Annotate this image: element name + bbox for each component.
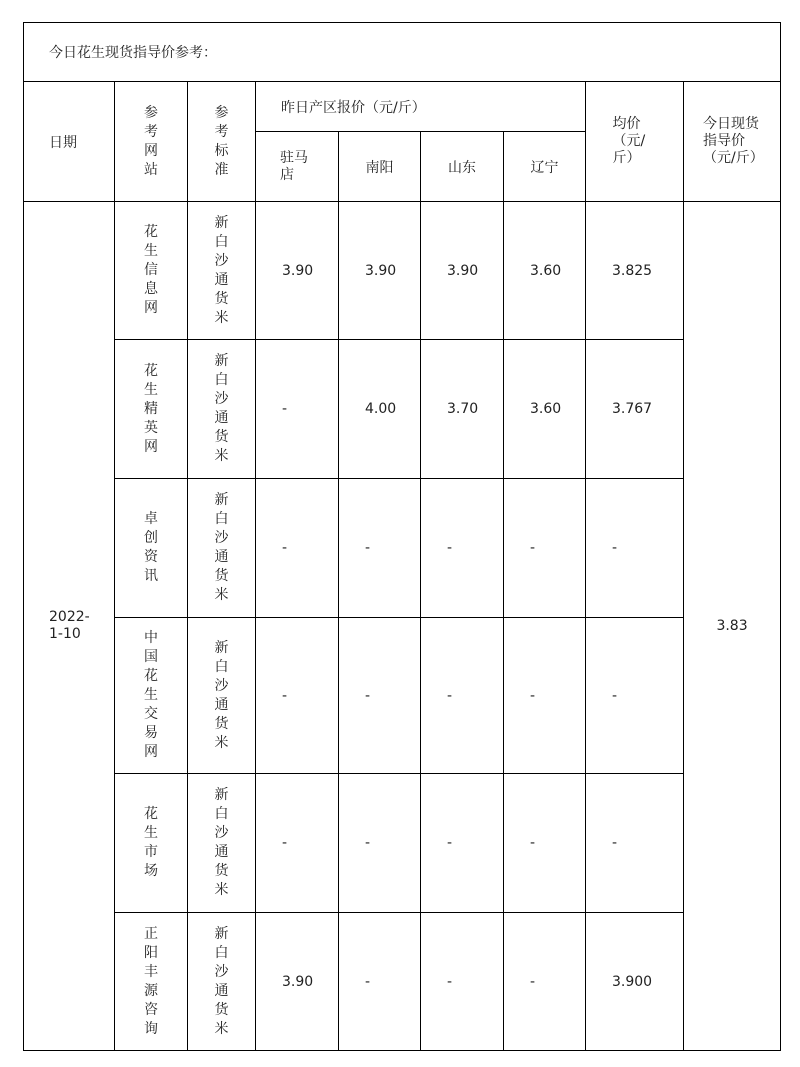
price-cell: - — [339, 479, 421, 618]
header-region: 辽宁 — [504, 132, 586, 202]
price-cell: 4.00 — [339, 340, 421, 479]
price-cell: - — [339, 618, 421, 774]
price-cell: - — [256, 618, 339, 774]
price-cell: - — [421, 913, 504, 1051]
site-cell: 花生精英网 — [115, 340, 188, 479]
header-region: 南阳 — [339, 132, 421, 202]
avg-cell: - — [586, 618, 684, 774]
price-cell: 3.90 — [256, 913, 339, 1051]
header-standard: 参考标准 — [188, 82, 256, 202]
standard-cell: 新白沙通货米 — [188, 479, 256, 618]
standard-cell: 新白沙通货米 — [188, 202, 256, 340]
avg-cell: 3.825 — [586, 202, 684, 340]
price-cell: - — [504, 618, 586, 774]
site-cell: 正阳丰源咨询 — [115, 913, 188, 1051]
price-cell: - — [421, 479, 504, 618]
header-site: 参考网站 — [115, 82, 188, 202]
avg-cell: 3.767 — [586, 340, 684, 479]
price-cell: - — [504, 479, 586, 618]
price-cell: - — [339, 774, 421, 913]
price-cell: 3.60 — [504, 202, 586, 340]
price-cell: 3.70 — [421, 340, 504, 479]
table-title: 今日花生现货指导价参考： — [24, 23, 781, 82]
price-cell: - — [256, 479, 339, 618]
avg-cell: 3.900 — [586, 913, 684, 1051]
price-cell: - — [256, 340, 339, 479]
header-price-group: 昨日产区报价（元/斤） — [256, 82, 586, 132]
price-cell: - — [421, 618, 504, 774]
site-cell: 卓创资讯 — [115, 479, 188, 618]
header-guide: 今日现货指导价（元/斤） — [684, 82, 781, 202]
site-cell: 花生市场 — [115, 774, 188, 913]
avg-cell: - — [586, 774, 684, 913]
site-cell: 花生信息网 — [115, 202, 188, 340]
price-cell: - — [256, 774, 339, 913]
price-cell: 3.60 — [504, 340, 586, 479]
avg-cell: - — [586, 479, 684, 618]
price-cell: 3.90 — [256, 202, 339, 340]
site-cell: 中国花生交易网 — [115, 618, 188, 774]
header-region: 驻马店 — [256, 132, 339, 202]
price-cell: - — [504, 774, 586, 913]
price-cell: 3.90 — [339, 202, 421, 340]
header-avg: 均价（元/斤） — [586, 82, 684, 202]
price-cell: - — [421, 774, 504, 913]
standard-cell: 新白沙通货米 — [188, 340, 256, 479]
price-cell: - — [504, 913, 586, 1051]
header-date: 日期 — [24, 82, 115, 202]
standard-cell: 新白沙通货米 — [188, 913, 256, 1051]
price-cell: - — [339, 913, 421, 1051]
date-cell: 2022-1-10 — [24, 202, 115, 1051]
price-cell: 3.90 — [421, 202, 504, 340]
standard-cell: 新白沙通货米 — [188, 774, 256, 913]
standard-cell: 新白沙通货米 — [188, 618, 256, 774]
header-region: 山东 — [421, 132, 504, 202]
price-table — [23, 22, 781, 1051]
guide-price-cell: 3.83 — [684, 202, 781, 1051]
